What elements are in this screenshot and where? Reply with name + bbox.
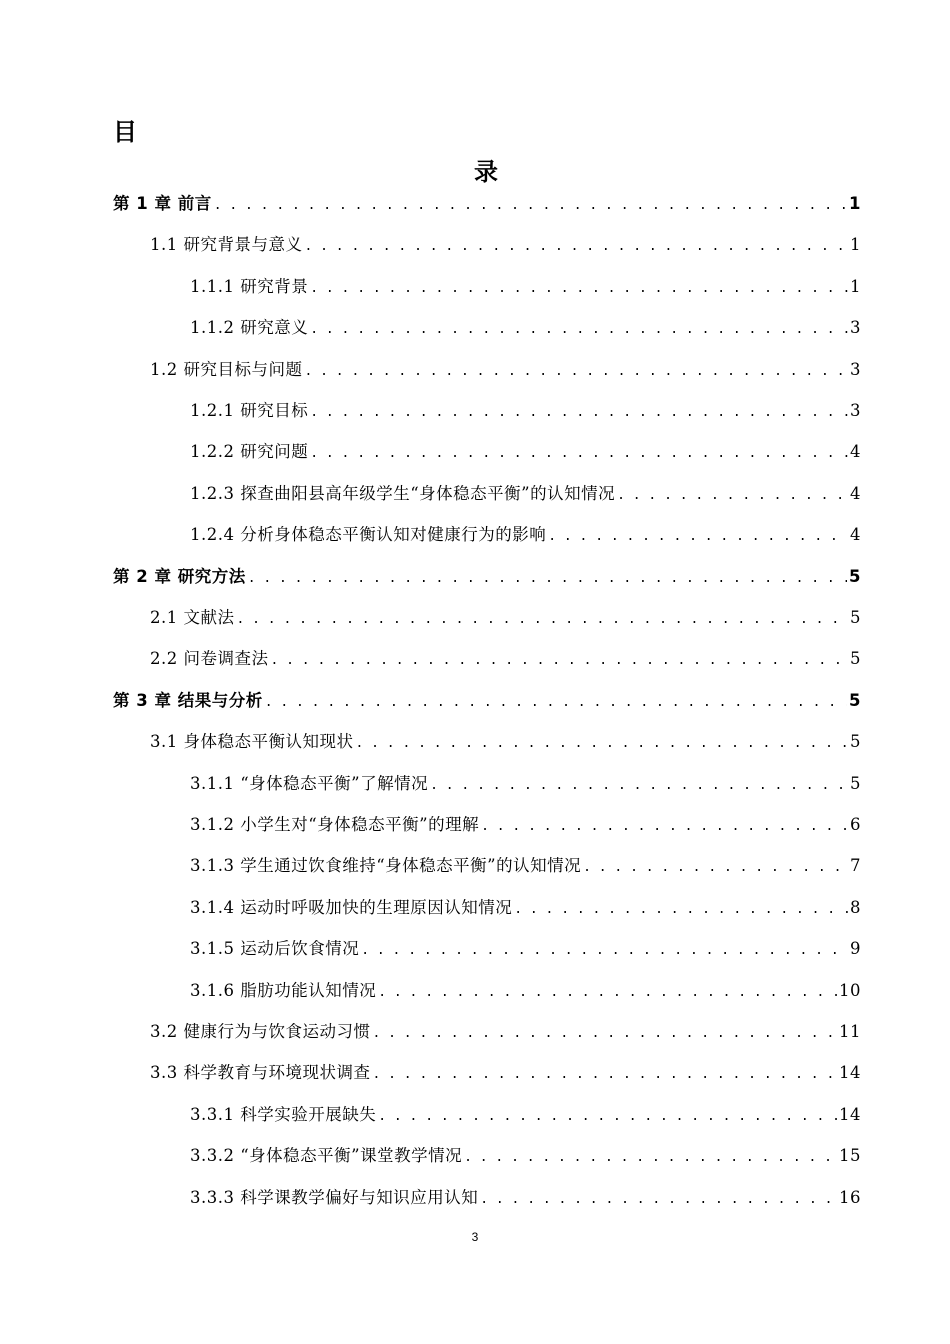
toc-entry-label: 1.2.2 研究问题 bbox=[190, 442, 309, 462]
toc-leader-dots bbox=[548, 529, 848, 544]
toc-leader-dots bbox=[271, 653, 849, 668]
toc-entry-page: 9 bbox=[850, 939, 861, 959]
toc-entry[interactable] bbox=[150, 1018, 861, 1046]
toc-leader-dots bbox=[481, 819, 848, 834]
toc-entry-label: 3.1.3 学生通过饮食维持“身体稳态平衡”的认知情况 bbox=[190, 856, 582, 876]
toc-entry-label: 1.2.1 研究目标 bbox=[190, 401, 309, 420]
toc-entry-label: 3.3 科学教育与环境现状调查 bbox=[150, 1063, 371, 1083]
toc-leader-dots bbox=[310, 405, 848, 420]
toc-entry-page: 7 bbox=[850, 856, 861, 876]
toc-leader-dots bbox=[305, 239, 849, 254]
toc-entry[interactable] bbox=[190, 1142, 861, 1170]
toc-entry-page: 1 bbox=[850, 235, 861, 255]
toc-leader-dots bbox=[356, 736, 849, 751]
toc-entry-label: 1.2.3 探查曲阳县高年级学生“身体稳态平衡”的认知情况 bbox=[190, 483, 616, 503]
toc-leader-dots bbox=[214, 198, 847, 213]
toc-entry[interactable] bbox=[190, 935, 861, 963]
toc-leader-dots bbox=[310, 281, 848, 296]
toc-entry-label: 1.2 研究目标与问题 bbox=[150, 359, 303, 379]
toc-entry[interactable] bbox=[150, 1059, 861, 1087]
toc-leader-dots bbox=[265, 695, 847, 710]
toc-entry-label: 2.2 问卷调查法 bbox=[150, 649, 269, 669]
toc-leader-dots bbox=[361, 943, 848, 958]
toc-leader-dots bbox=[305, 364, 849, 379]
toc-entry-label: 2.1 文献法 bbox=[150, 608, 235, 627]
toc-entry-label: 第 2 章 研究方法 bbox=[113, 566, 246, 586]
toc-entry[interactable] bbox=[150, 645, 861, 673]
toc-entry-page: 14 bbox=[839, 1104, 861, 1124]
toc-leader-dots bbox=[514, 902, 848, 917]
toc-entry[interactable] bbox=[190, 438, 861, 466]
toc-entry-label: 3.1 身体稳态平衡认知现状 bbox=[150, 732, 354, 752]
toc-entry-page: 4 bbox=[850, 483, 861, 503]
toc-entry-label: 1.1.1 研究背景 bbox=[190, 276, 309, 296]
toc-leader-dots bbox=[373, 1067, 838, 1082]
toc-entry-page: 3 bbox=[850, 318, 861, 338]
toc-entry-page: 16 bbox=[839, 1187, 861, 1207]
toc-entry[interactable] bbox=[113, 687, 861, 715]
toc-entry-page: 11 bbox=[839, 1022, 861, 1041]
toc-leader-dots bbox=[248, 571, 847, 586]
toc-entry[interactable] bbox=[190, 397, 861, 425]
toc-entry-page: 15 bbox=[839, 1146, 861, 1166]
toc-leader-dots bbox=[480, 1192, 837, 1207]
toc-entry[interactable] bbox=[190, 273, 861, 301]
page-number: 3 bbox=[471, 1230, 479, 1244]
toc-entry[interactable] bbox=[113, 190, 861, 218]
toc-entry[interactable] bbox=[150, 356, 861, 384]
toc-entry-label: 3.3.2 “身体稳态平衡”课堂教学情况 bbox=[190, 1146, 463, 1166]
toc-leader-dots bbox=[378, 985, 837, 1000]
toc-entry[interactable] bbox=[150, 604, 861, 632]
toc-leader-dots bbox=[310, 446, 848, 461]
toc-entry[interactable] bbox=[190, 894, 861, 922]
toc-entry-page: 1 bbox=[849, 194, 861, 213]
toc-entry[interactable] bbox=[190, 770, 861, 798]
toc-leader-dots bbox=[464, 1150, 837, 1165]
toc-entry-page: 5 bbox=[850, 608, 861, 627]
toc-entry[interactable] bbox=[113, 563, 861, 591]
toc-entry-label: 1.2.4 分析身体稳态平衡认知对健康行为的影响 bbox=[190, 525, 547, 545]
toc-entry[interactable] bbox=[190, 1101, 861, 1129]
toc-entry-label: 3.1.6 脂肪功能认知情况 bbox=[190, 980, 377, 1000]
toc-entry-label: 第 3 章 结果与分析 bbox=[113, 690, 263, 710]
toc-entry-label: 1.1.2 研究意义 bbox=[190, 318, 309, 338]
toc-entry-label: 第 1 章 前言 bbox=[113, 194, 212, 213]
toc-entry-label: 3.2 健康行为与饮食运动习惯 bbox=[150, 1022, 371, 1041]
toc-entry-page: 8 bbox=[850, 897, 861, 917]
toc-entry[interactable] bbox=[190, 314, 861, 342]
toc-entry-label: 3.1.1 “身体稳态平衡”了解情况 bbox=[190, 773, 429, 793]
toc-leader-dots bbox=[237, 612, 849, 627]
toc-entry[interactable] bbox=[190, 811, 861, 839]
toc-entry-page: 1 bbox=[850, 276, 861, 296]
toc-entry[interactable] bbox=[150, 231, 861, 259]
toc-entry-page: 5 bbox=[850, 649, 861, 669]
toc-entry[interactable] bbox=[150, 728, 861, 756]
toc-entry-label: 3.1.4 运动时呼吸加快的生理原因认知情况 bbox=[190, 897, 513, 917]
toc-entry-page: 4 bbox=[850, 525, 861, 545]
toc-entry-label: 3.1.2 小学生对“身体稳态平衡”的理解 bbox=[190, 815, 480, 834]
toc-leader-dots bbox=[617, 488, 848, 503]
toc-entry[interactable] bbox=[190, 1184, 861, 1212]
toc-entry-page: 5 bbox=[849, 566, 861, 586]
toc-heading-part1: 目 bbox=[113, 118, 137, 146]
toc-entry-label: 3.1.5 运动后饮食情况 bbox=[190, 939, 360, 959]
toc-entry[interactable] bbox=[190, 977, 861, 1005]
toc-entry-label: 1.1 研究背景与意义 bbox=[150, 235, 303, 255]
toc-entry-page: 3 bbox=[850, 401, 861, 420]
toc-entry[interactable] bbox=[190, 852, 861, 880]
toc-entry-page: 5 bbox=[850, 732, 861, 752]
toc-entry-page: 10 bbox=[839, 980, 861, 1000]
toc-entry-page: 5 bbox=[849, 690, 861, 710]
toc-entry[interactable] bbox=[190, 521, 861, 549]
toc-entry-page: 3 bbox=[850, 359, 861, 379]
toc-leader-dots bbox=[310, 322, 848, 337]
toc-leader-dots bbox=[378, 1109, 837, 1124]
toc-heading-part2: 录 bbox=[474, 158, 498, 186]
toc-entry-page: 14 bbox=[839, 1063, 861, 1083]
toc-leader-dots bbox=[373, 1026, 838, 1041]
toc-entry-page: 6 bbox=[850, 815, 861, 834]
toc-entry-page: 4 bbox=[850, 442, 861, 462]
toc-entry-label: 3.3.1 科学实验开展缺失 bbox=[190, 1104, 377, 1124]
toc-entry-label: 3.3.3 科学课教学偏好与知识应用认知 bbox=[190, 1187, 479, 1207]
toc-leader-dots bbox=[430, 778, 848, 793]
toc-entry[interactable] bbox=[190, 480, 861, 508]
toc-entry-page: 5 bbox=[850, 773, 861, 793]
toc-leader-dots bbox=[583, 860, 848, 875]
